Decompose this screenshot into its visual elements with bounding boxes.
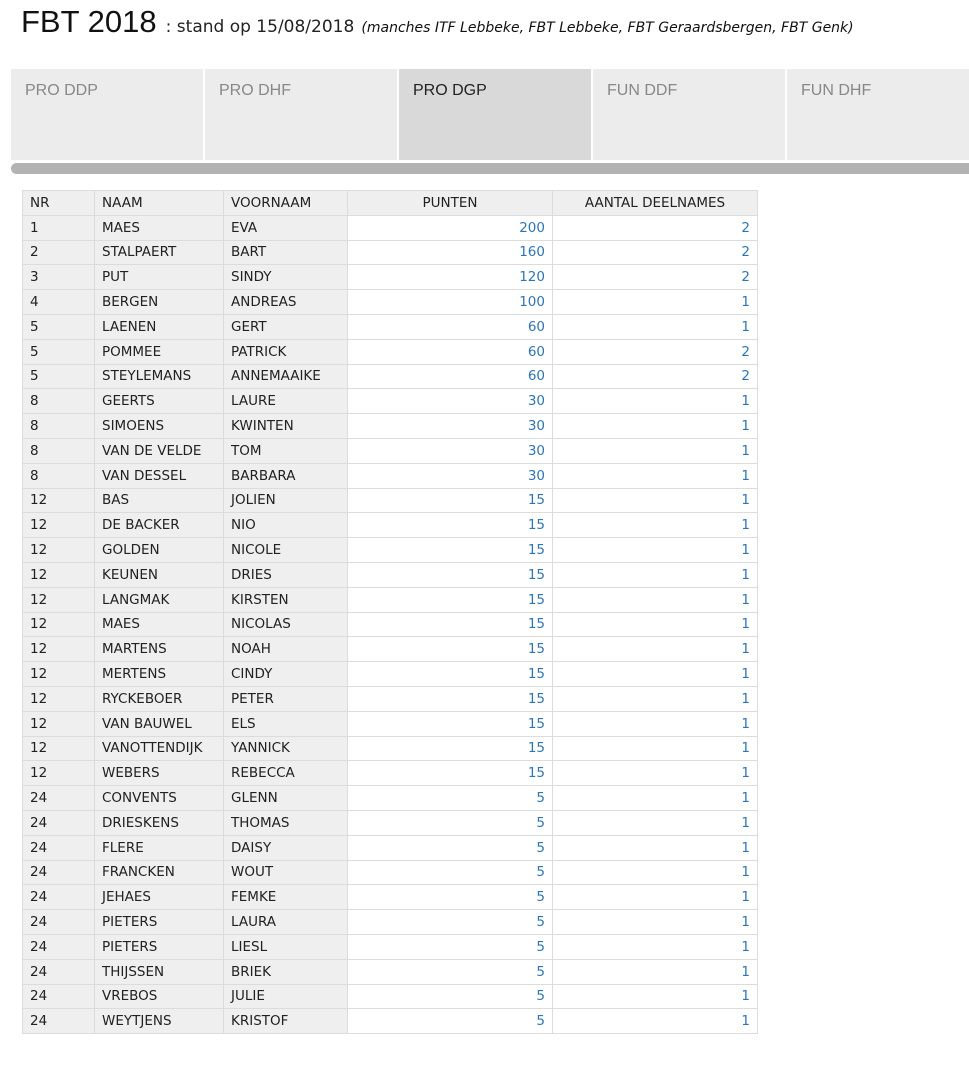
cell-punten: 15 [348,612,553,637]
cell-voornaam: NOAH [224,637,348,662]
table-row [23,513,758,538]
column-header-punten: PUNTEN [348,191,553,216]
category-tabs [11,69,969,160]
cell-punten: 5 [348,885,553,910]
cell-nr: 12 [23,686,95,711]
table-row [23,984,758,1009]
cell-aantal-deelnames: 1 [553,562,758,587]
cell-naam: JEHAES [95,885,224,910]
table-body [23,215,758,1033]
cell-naam: PIETERS [95,910,224,935]
cell-voornaam: TOM [224,438,348,463]
cell-aantal-deelnames: 1 [553,438,758,463]
cell-nr: 3 [23,265,95,290]
cell-voornaam: JULIE [224,984,348,1009]
table-row [23,339,758,364]
cell-nr: 24 [23,810,95,835]
cell-naam: THIJSSEN [95,959,224,984]
table-row [23,860,758,885]
table-row [23,736,758,761]
cell-nr: 24 [23,934,95,959]
cell-voornaam: BART [224,240,348,265]
cell-voornaam: PATRICK [224,339,348,364]
table-row [23,761,758,786]
tab-fun-ddf[interactable]: FUN DDF [593,69,787,160]
cell-punten: 15 [348,711,553,736]
cell-nr: 12 [23,587,95,612]
cell-voornaam: KIRSTEN [224,587,348,612]
cell-aantal-deelnames: 2 [553,265,758,290]
standings-table [22,190,758,1034]
cell-nr: 12 [23,637,95,662]
table-row [23,810,758,835]
cell-nr: 24 [23,984,95,1009]
cell-punten: 15 [348,587,553,612]
page-subtitle: : stand op 15/08/2018 [165,17,355,37]
cell-nr: 24 [23,835,95,860]
table-row [23,786,758,811]
cell-nr: 4 [23,290,95,315]
table-row [23,1009,758,1034]
page-header [21,4,854,44]
cell-aantal-deelnames: 2 [553,215,758,240]
cell-naam: PIETERS [95,934,224,959]
cell-aantal-deelnames: 1 [553,612,758,637]
cell-voornaam: NICOLE [224,538,348,563]
cell-punten: 5 [348,1009,553,1034]
cell-punten: 30 [348,414,553,439]
cell-nr: 12 [23,761,95,786]
cell-voornaam: JOLIEN [224,488,348,513]
cell-nr: 24 [23,910,95,935]
table-row [23,314,758,339]
cell-punten: 15 [348,686,553,711]
table-row [23,959,758,984]
cell-voornaam: BARBARA [224,463,348,488]
cell-voornaam: YANNICK [224,736,348,761]
cell-punten: 5 [348,786,553,811]
cell-nr: 8 [23,438,95,463]
cell-aantal-deelnames: 1 [553,934,758,959]
cell-naam: STEYLEMANS [95,364,224,389]
cell-aantal-deelnames: 1 [553,835,758,860]
cell-voornaam: EVA [224,215,348,240]
cell-naam: VAN DESSEL [95,463,224,488]
cell-naam: PUT [95,265,224,290]
table-row [23,240,758,265]
tab-pro-dgp[interactable]: PRO DGP [399,69,593,160]
cell-naam: FLERE [95,835,224,860]
cell-aantal-deelnames: 1 [553,488,758,513]
cell-nr: 2 [23,240,95,265]
cell-punten: 120 [348,265,553,290]
cell-aantal-deelnames: 1 [553,984,758,1009]
cell-naam: DRIESKENS [95,810,224,835]
cell-nr: 1 [23,215,95,240]
tab-fun-dhf[interactable]: FUN DHF [787,69,969,160]
cell-punten: 15 [348,562,553,587]
cell-naam: FRANCKEN [95,860,224,885]
cell-naam: SIMOENS [95,414,224,439]
cell-voornaam: BRIEK [224,959,348,984]
cell-nr: 8 [23,463,95,488]
cell-aantal-deelnames: 1 [553,885,758,910]
cell-aantal-deelnames: 1 [553,686,758,711]
cell-voornaam: NIO [224,513,348,538]
cell-punten: 5 [348,810,553,835]
cell-nr: 24 [23,959,95,984]
cell-nr: 12 [23,513,95,538]
tab-pro-dhf[interactable]: PRO DHF [205,69,399,160]
table-row [23,934,758,959]
cell-nr: 24 [23,1009,95,1034]
cell-punten: 60 [348,314,553,339]
cell-voornaam: ELS [224,711,348,736]
cell-nr: 12 [23,612,95,637]
cell-aantal-deelnames: 1 [553,711,758,736]
cell-voornaam: REBECCA [224,761,348,786]
table-row [23,389,758,414]
table-row [23,538,758,563]
cell-voornaam: KWINTEN [224,414,348,439]
cell-aantal-deelnames: 2 [553,364,758,389]
table-row [23,290,758,315]
cell-nr: 8 [23,414,95,439]
cell-nr: 24 [23,860,95,885]
cell-voornaam: GLENN [224,786,348,811]
cell-naam: VREBOS [95,984,224,1009]
cell-naam: LANGMAK [95,587,224,612]
cell-naam: BERGEN [95,290,224,315]
table-row [23,364,758,389]
cell-nr: 24 [23,786,95,811]
cell-punten: 15 [348,513,553,538]
column-header-voornaam: VOORNAAM [224,191,348,216]
column-header-naam: NAAM [95,191,224,216]
cell-punten: 30 [348,389,553,414]
cell-aantal-deelnames: 1 [553,414,758,439]
column-header-aantal-deelnames: AANTAL DEELNAMES [553,191,758,216]
page-title: FBT 2018 [21,4,157,39]
tab-pro-ddp[interactable]: PRO DDP [11,69,205,160]
cell-nr: 12 [23,736,95,761]
table-row [23,885,758,910]
cell-punten: 5 [348,835,553,860]
cell-naam: STALPAERT [95,240,224,265]
cell-aantal-deelnames: 2 [553,240,758,265]
cell-naam: LAENEN [95,314,224,339]
cell-punten: 5 [348,860,553,885]
cell-nr: 12 [23,488,95,513]
cell-nr: 8 [23,389,95,414]
cell-naam: WEYTJENS [95,1009,224,1034]
table-row [23,215,758,240]
table-row [23,835,758,860]
cell-voornaam: DRIES [224,562,348,587]
cell-punten: 30 [348,463,553,488]
cell-naam: MAES [95,612,224,637]
table-row [23,686,758,711]
cell-punten: 5 [348,910,553,935]
cell-aantal-deelnames: 1 [553,538,758,563]
cell-voornaam: SINDY [224,265,348,290]
cell-naam: GOLDEN [95,538,224,563]
cell-punten: 60 [348,364,553,389]
cell-nr: 12 [23,562,95,587]
cell-punten: 5 [348,959,553,984]
cell-voornaam: KRISTOF [224,1009,348,1034]
cell-naam: VANOTTENDIJK [95,736,224,761]
cell-aantal-deelnames: 1 [553,910,758,935]
cell-nr: 5 [23,339,95,364]
table-row [23,612,758,637]
table-row [23,265,758,290]
cell-nr: 12 [23,662,95,687]
cell-voornaam: FEMKE [224,885,348,910]
cell-nr: 5 [23,314,95,339]
cell-aantal-deelnames: 1 [553,637,758,662]
cell-aantal-deelnames: 1 [553,786,758,811]
cell-voornaam: NICOLAS [224,612,348,637]
cell-punten: 160 [348,240,553,265]
cell-nr: 24 [23,885,95,910]
cell-punten: 5 [348,934,553,959]
table-row [23,438,758,463]
cell-voornaam: THOMAS [224,810,348,835]
cell-punten: 30 [348,438,553,463]
cell-naam: VAN BAUWEL [95,711,224,736]
table-header-row [23,191,758,216]
cell-naam: GEERTS [95,389,224,414]
cell-naam: RYCKEBOER [95,686,224,711]
horizontal-scrollbar[interactable] [11,163,969,174]
cell-aantal-deelnames: 1 [553,290,758,315]
cell-naam: WEBERS [95,761,224,786]
column-header-nr: NR [23,191,95,216]
cell-aantal-deelnames: 1 [553,662,758,687]
cell-voornaam: GERT [224,314,348,339]
table-row [23,562,758,587]
cell-punten: 200 [348,215,553,240]
cell-voornaam: CINDY [224,662,348,687]
cell-aantal-deelnames: 1 [553,513,758,538]
cell-aantal-deelnames: 1 [553,463,758,488]
cell-voornaam: LAURE [224,389,348,414]
cell-voornaam: ANNEMAAIKE [224,364,348,389]
cell-aantal-deelnames: 1 [553,959,758,984]
cell-voornaam: LAURA [224,910,348,935]
table-row [23,488,758,513]
cell-aantal-deelnames: 1 [553,314,758,339]
cell-naam: POMMEE [95,339,224,364]
cell-naam: VAN DE VELDE [95,438,224,463]
cell-punten: 15 [348,662,553,687]
cell-aantal-deelnames: 1 [553,587,758,612]
cell-nr: 12 [23,538,95,563]
cell-punten: 15 [348,761,553,786]
cell-punten: 100 [348,290,553,315]
cell-punten: 15 [348,488,553,513]
table-row [23,637,758,662]
cell-punten: 15 [348,637,553,662]
cell-aantal-deelnames: 1 [553,810,758,835]
cell-voornaam: LIESL [224,934,348,959]
cell-aantal-deelnames: 1 [553,736,758,761]
table-row [23,587,758,612]
cell-punten: 15 [348,736,553,761]
cell-nr: 5 [23,364,95,389]
cell-punten: 15 [348,538,553,563]
cell-naam: MAES [95,215,224,240]
table-row [23,711,758,736]
cell-aantal-deelnames: 1 [553,761,758,786]
cell-naam: CONVENTS [95,786,224,811]
table-row [23,463,758,488]
page-note: (manches ITF Lebbeke, FBT Lebbeke, FBT Geraardsbergen, FBT Genk) [361,20,854,36]
cell-punten: 5 [348,984,553,1009]
cell-aantal-deelnames: 1 [553,860,758,885]
table-row [23,662,758,687]
cell-aantal-deelnames: 1 [553,1009,758,1034]
cell-aantal-deelnames: 1 [553,389,758,414]
cell-naam: DE BACKER [95,513,224,538]
cell-voornaam: WOUT [224,860,348,885]
cell-naam: MERTENS [95,662,224,687]
cell-voornaam: ANDREAS [224,290,348,315]
cell-voornaam: DAISY [224,835,348,860]
cell-voornaam: PETER [224,686,348,711]
table-row [23,910,758,935]
cell-aantal-deelnames: 2 [553,339,758,364]
cell-naam: MARTENS [95,637,224,662]
table-row [23,414,758,439]
cell-nr: 12 [23,711,95,736]
cell-naam: KEUNEN [95,562,224,587]
cell-punten: 60 [348,339,553,364]
cell-naam: BAS [95,488,224,513]
